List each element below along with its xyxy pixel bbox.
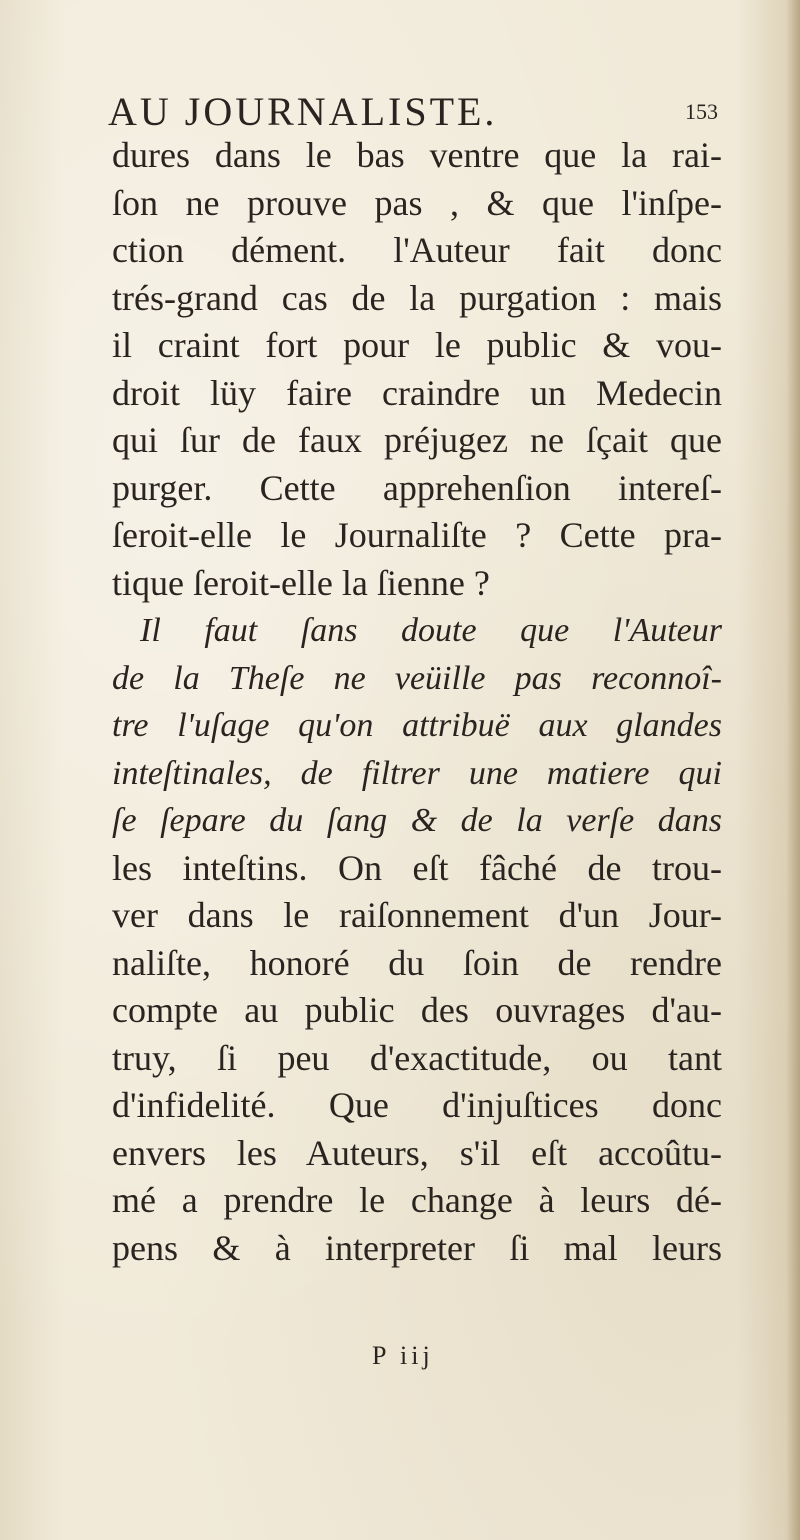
running-title: AU JOURNALISTE. xyxy=(108,89,498,134)
signature-mark: P iij xyxy=(372,1341,434,1370)
page-edge-shadow xyxy=(786,0,800,1540)
text-line: les inteſtins. On eſt fâché de trou- xyxy=(112,847,722,888)
text-line: qui ſur de faux préjugez ne ſçait que xyxy=(112,420,722,460)
text-line: droit lüy faire craindre un Medecin xyxy=(112,372,722,413)
text-line: tique ſeroit-elle la ſienne ? xyxy=(112,562,490,603)
text-line: envers les Auteurs, s'il eſt accoûtu- xyxy=(112,1132,722,1173)
text-line: trés-grand cas de la purgation : mais xyxy=(112,277,722,318)
text-line: il craint fort pour le public & vou- xyxy=(112,325,722,365)
text-line: compte au public des ouvrages d'au- xyxy=(112,990,722,1030)
page-number: 153 xyxy=(685,99,718,124)
text-line: truy, ſi peu d'exactitude, ou tant xyxy=(112,1037,722,1078)
text-line: d'infidelité. Que d'injuſtices donc xyxy=(112,1085,722,1125)
text-line-italic: inteſtinales, de filtrer une matiere qui xyxy=(112,754,722,792)
text-line: dures dans le bas ventre que la rai- xyxy=(112,135,722,175)
text-line: ver dans le raiſonnement d'un Jour- xyxy=(112,895,722,935)
text-line-italic: tre l'uſage qu'on attribuë aux glandes xyxy=(112,707,722,744)
text-line: ſon ne prouve pas , & que l'inſpe- xyxy=(112,182,722,223)
text-line: purger. Cette apprehenſion intereſ- xyxy=(112,467,722,508)
text-line-italic: ſe ſepare du ſang & de la verſe dans xyxy=(112,802,722,839)
text-line: ction dément. l'Auteur fait donc xyxy=(112,230,722,270)
text-line: ſeroit-elle le Journaliſte ? Cette pra- xyxy=(112,515,722,555)
text-line: pens & à interpreter ſi mal leurs xyxy=(112,1227,722,1268)
text-line-italic: Il faut ſans doute que l'Auteur xyxy=(140,612,722,649)
text-line: mé a prendre le change à leurs dé- xyxy=(112,1180,722,1220)
text-line: naliſte, honoré du ſoin de rendre xyxy=(112,942,722,983)
text-line-italic: de la Theſe ne veüille pas reconnoî- xyxy=(112,659,722,697)
body-text xyxy=(112,132,722,1272)
